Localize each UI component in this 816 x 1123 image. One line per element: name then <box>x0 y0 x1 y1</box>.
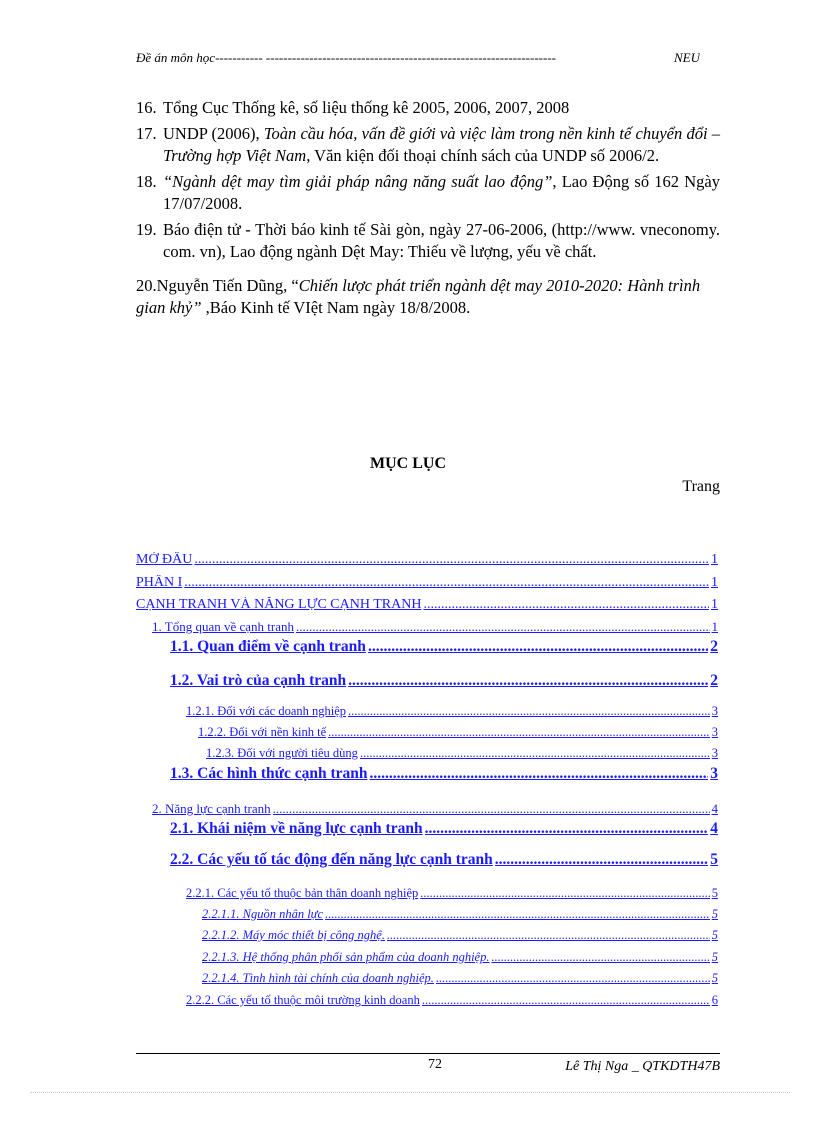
toc-entry-1-2-3[interactable] <box>206 746 718 761</box>
toc-leader <box>422 993 710 1008</box>
reference-number: 17. <box>136 124 157 143</box>
reference-list <box>136 97 720 323</box>
toc-entry-label: 1.2.1. Đối với các doanh nghiệp <box>186 704 347 718</box>
reference-text: Nguyễn Tiến Dũng, “ <box>156 276 299 295</box>
toc-entry-page: 5 <box>711 950 718 964</box>
toc-entry-phan-1[interactable] <box>136 575 718 591</box>
toc-entry-2-1[interactable] <box>170 820 718 838</box>
reference-item <box>136 275 720 319</box>
toc-entry-label: PHẦN I <box>136 575 183 590</box>
page-header <box>136 50 700 66</box>
toc-entry-label: 2.2.1.3. Hệ thống phân phối sản phẩm của doanh nghiệp. <box>202 950 490 964</box>
toc-leader <box>273 801 710 817</box>
toc-entry-page: 5 <box>711 971 718 985</box>
toc-leader <box>423 597 709 613</box>
toc-leader <box>369 765 708 783</box>
toc-entry-label: 2.2.1. Các yếu tố thuộc bản thân doanh nghiệp <box>186 886 419 900</box>
toc-entry-1-2-2[interactable] <box>198 725 718 740</box>
reference-title: Chiến lược phát triển ngành dệt may 2010-2020: Hành trình gian khỷ” <box>136 276 701 317</box>
toc-entry-page: 6 <box>711 993 718 1007</box>
reference-number: 20. <box>136 276 157 295</box>
toc-entry-2-2[interactable] <box>170 851 718 869</box>
toc-leader <box>328 725 710 740</box>
reference-source: , Lao Động số 162 Ngày 17/07/2008. <box>163 172 720 213</box>
toc-entry-page: 4 <box>710 820 718 837</box>
toc-entry-page: 3 <box>710 765 718 782</box>
toc-entry-page: 5 <box>711 928 718 942</box>
reference-title: Toàn cầu hóa, vấn đề giới và việc làm trong nền kinh tế chuyển đổi – Trường hợp Việt Nam <box>163 124 720 165</box>
toc-entry-label: 1.2. Vai trò của cạnh tranh <box>170 672 347 689</box>
toc-entry-1-3[interactable] <box>170 765 718 783</box>
toc-entry-2[interactable] <box>152 801 718 817</box>
toc-entry-label: 1. Tổng quan về cạnh tranh <box>152 619 294 634</box>
reference-source: ,Báo Kinh tế VIệt Nam ngày 18/8/2008. <box>201 298 471 317</box>
toc-entry-label: 2.2.2. Các yếu tố thuộc môi trường kinh doanh <box>186 993 420 1007</box>
toc-leader <box>420 886 710 901</box>
toc-entry-1-1[interactable] <box>170 638 718 656</box>
toc-entry-page: 3 <box>711 725 718 739</box>
toc-leader <box>425 820 709 838</box>
toc-entry-page: 1 <box>711 597 718 612</box>
toc-entry-label: 2.2.1.2. Máy móc thiết bị công nghệ. <box>202 928 385 942</box>
toc-entry-page: 1 <box>711 552 718 567</box>
toc-leader <box>495 851 708 869</box>
toc-leader <box>368 638 708 656</box>
reference-text: UNDP (2006), <box>163 124 264 143</box>
toc-entry-page: 2 <box>710 672 718 689</box>
toc-entry-1-2[interactable] <box>170 672 718 690</box>
toc-leader <box>387 928 710 943</box>
reference-item <box>136 123 720 167</box>
reference-number: 16. <box>136 98 157 117</box>
toc-entry-label: 2.2. Các yếu tố tác động đến năng lực cạnh tranh <box>170 851 493 868</box>
toc-entry-page: 5 <box>711 907 718 921</box>
toc-entry-page: 3 <box>711 746 718 760</box>
toc-entry-2-2-1-2[interactable] <box>202 928 718 943</box>
toc-entry-2-2-1-4[interactable] <box>202 971 718 986</box>
toc-entry-2-2-1-3[interactable] <box>202 950 718 965</box>
toc-entry-label: 2.1. Khái niệm về năng lực cạnh tranh <box>170 820 423 837</box>
footer-divider <box>136 1053 720 1054</box>
toc-entry-label: 2.2.1.1. Nguồn nhân lực <box>202 907 324 921</box>
reference-text: Báo điện tử - Thời báo kinh tế Sài gòn, ngày 27-06-2006, (http://www. vneconomy. com. vn), Lao động ngành Dệt May: Thiếu về lượng, yếu về chất. <box>163 220 720 261</box>
reference-item <box>136 171 720 215</box>
toc-leader <box>436 971 710 986</box>
reference-item <box>136 219 720 263</box>
toc-entry-label: 2. Năng lực cạnh tranh <box>152 801 271 816</box>
page-number: 72 <box>428 1057 442 1072</box>
toc-leader <box>491 950 709 965</box>
toc-leader <box>194 552 709 568</box>
toc-entry-2-2-1-1[interactable] <box>202 907 718 922</box>
toc-entry-page: 3 <box>711 704 718 718</box>
toc-entry-label: MỞ ĐẦU <box>136 552 193 567</box>
toc-entry-mo-dau[interactable] <box>136 552 718 568</box>
toc-leader <box>348 704 710 719</box>
reference-number: 19. <box>136 220 157 239</box>
toc-page-column-header: Trang <box>682 478 720 495</box>
toc-entry-page: 5 <box>710 851 718 868</box>
toc-entry-label: 1.2.2. Đối với nền kinh tế <box>198 725 327 739</box>
toc-leader <box>348 672 708 690</box>
toc-entry-page: 1 <box>711 619 718 634</box>
toc-entry-label: 1.1. Quan điểm về cạnh tranh <box>170 638 366 655</box>
toc-entry-1-2-1[interactable] <box>186 704 718 719</box>
header-left: Đề án môn học----------- ------------------------------------------------------------------- <box>136 50 556 65</box>
page-edge <box>30 1092 790 1093</box>
toc-entry-label: 2.2.1.4. Tình hình tài chính của doanh nghiệp. <box>202 971 434 985</box>
toc-entry-page: 5 <box>711 886 718 900</box>
header-right: NEU <box>674 50 700 65</box>
reference-title: “Ngành dệt may tìm giải pháp nâng năng suất lao động” <box>163 172 553 191</box>
toc-leader <box>360 746 710 761</box>
toc-entry-label: CẠNH TRANH VÀ NĂNG LỰC CẠNH TRANH <box>136 597 422 612</box>
reference-source: , Văn kiện đối thoại chính sách của UNDP số 2006/2. <box>306 146 660 165</box>
toc-entry-2-2-1[interactable] <box>186 886 718 901</box>
reference-number: 18. <box>136 172 157 191</box>
toc-entry-page: 2 <box>710 638 718 655</box>
toc-entry-1[interactable] <box>152 619 718 635</box>
toc-entry-label: 1.3. Các hình thức cạnh tranh <box>170 765 368 782</box>
toc-entry-canh-tranh[interactable] <box>136 597 718 613</box>
toc-leader <box>325 907 710 922</box>
toc-title: MỤC LỤC <box>370 455 446 472</box>
toc-entry-page: 1 <box>711 575 718 590</box>
reference-item <box>136 97 720 119</box>
toc-entry-page: 4 <box>711 801 718 816</box>
toc-leader <box>296 619 710 635</box>
toc-entry-label: 1.2.3. Đối với người tiêu dùng <box>206 746 358 760</box>
reference-text: Tổng Cục Thống kê, số liệu thống kê 2005, 2006, 2007, 2008 <box>163 98 570 117</box>
toc-entry-2-2-2[interactable] <box>186 993 718 1008</box>
toc-leader <box>184 575 709 591</box>
footer-author: Lê Thị Nga _ QTKDTH47B <box>565 1059 720 1074</box>
